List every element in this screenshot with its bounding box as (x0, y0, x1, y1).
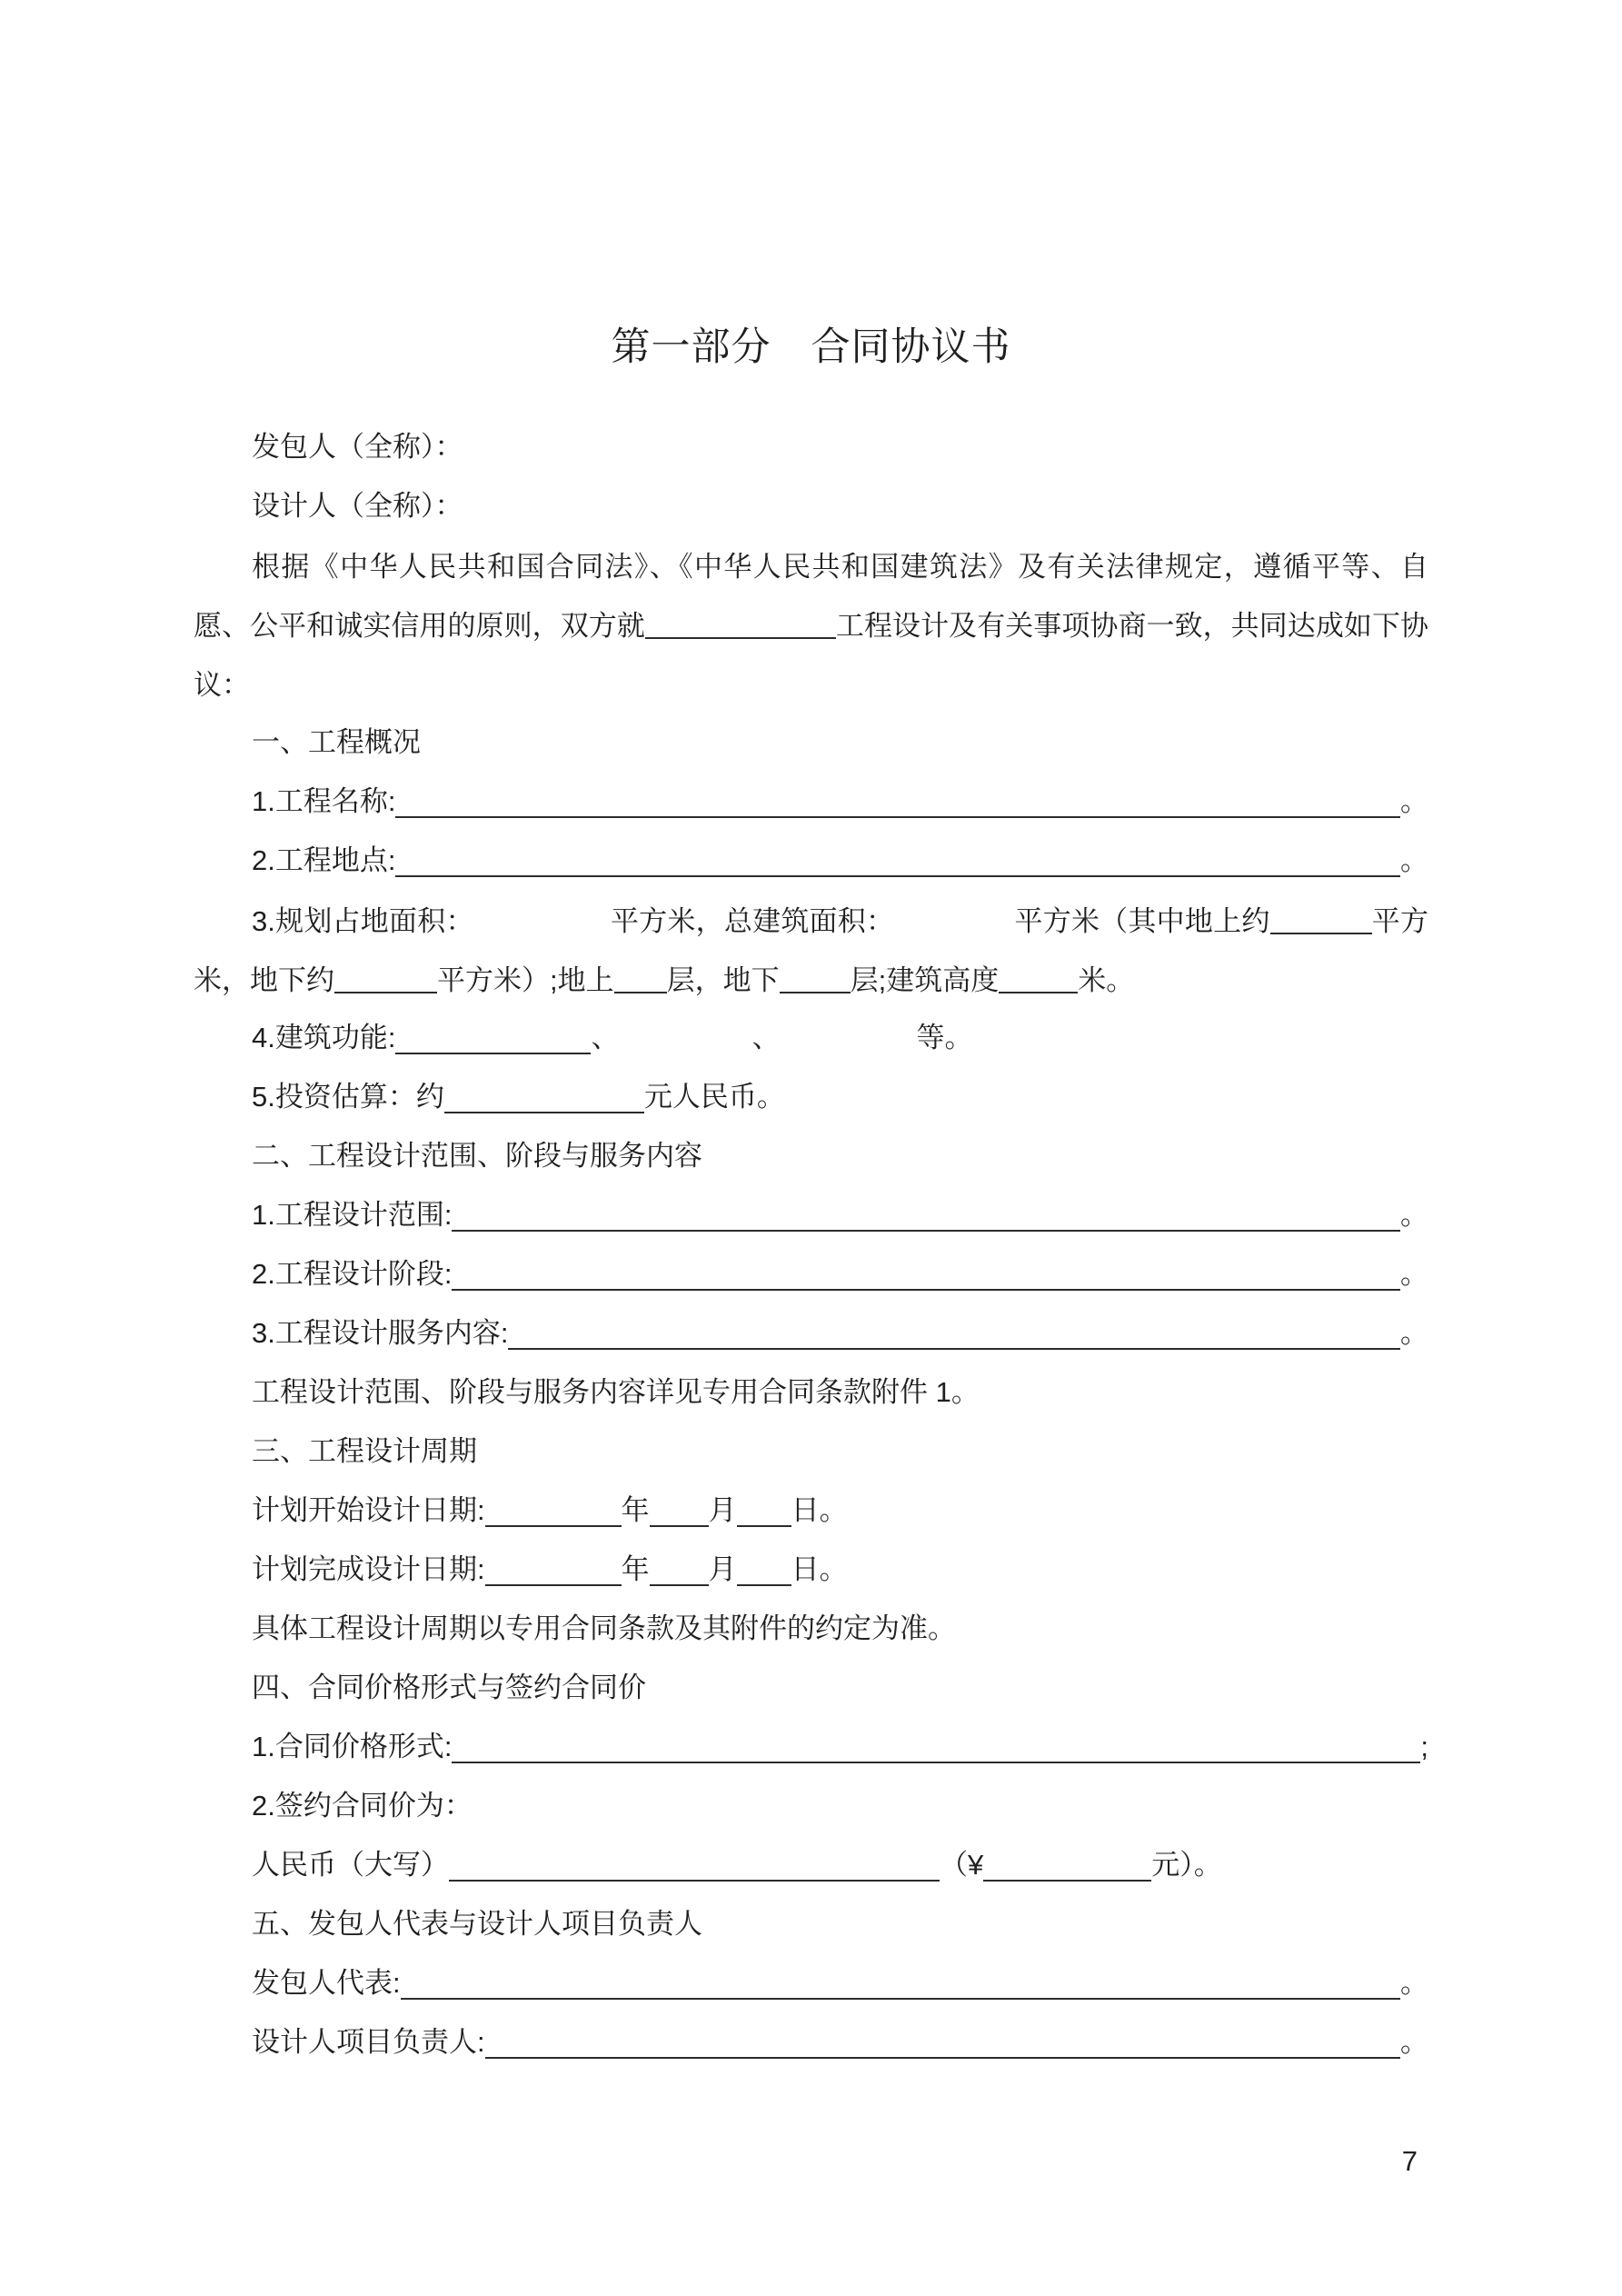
text-run: 工程设计范围、阶段与服务内容详见专用合同条款附件 1。 (252, 1376, 980, 1408)
text-run: 工程设计及有关事项协商一致，共同达成如下协议： (194, 610, 1429, 701)
doc-line (252, 1536, 1428, 1595)
text-run: 、 (751, 1022, 781, 1053)
text-run: 等。 (916, 1022, 973, 1053)
text-run: 。 (1400, 1199, 1428, 1231)
blank-field[interactable] (395, 1022, 591, 1054)
text-run: 发包人（全称）： (252, 431, 463, 463)
text-run: 。 (1400, 2026, 1428, 2058)
text-run: 五、发包人代表与设计人项目负责人 (252, 1908, 702, 1940)
blank-field[interactable] (444, 1081, 644, 1113)
blank-field[interactable] (449, 1849, 940, 1882)
text-run: 元人民币。 (643, 1081, 785, 1113)
doc-line (252, 1595, 1428, 1654)
blank-field[interactable] (650, 1553, 709, 1586)
text-run: 1.合同价格形式: (252, 1731, 453, 1762)
text-run: 3.规划占地面积： (252, 905, 474, 937)
text-run: 根据《中华人民共和国合同法》、《中华人民共和国建筑法》及有关法律规定，遵循平等、自愿、公平和诚实信用的原则，双方就 (194, 551, 1428, 642)
text-run: 4.建筑功能: (252, 1022, 396, 1053)
doc-line (252, 1182, 1428, 1241)
doc-title: 第一部分 合同协议书 (611, 325, 1011, 369)
text-run: 平方米（其中地上约 (1014, 905, 1270, 937)
doc-line (252, 1004, 1428, 1063)
doc-line (252, 768, 1428, 827)
blank-field[interactable] (780, 966, 851, 993)
blank-field[interactable] (452, 1199, 1400, 1232)
text-run: 日。 (791, 1494, 848, 1526)
text-run: 人民币（大写） (252, 1849, 449, 1881)
page-number: 7 (1401, 2145, 1418, 2177)
text-run: 。 (1400, 785, 1428, 817)
text-run: 计划开始设计日期: (252, 1494, 485, 1526)
text-run: 日。 (791, 1553, 848, 1585)
blank-field[interactable] (485, 2026, 1400, 2059)
blank-field[interactable] (395, 785, 1400, 818)
text-run: 年 (621, 1553, 650, 1585)
text-run: 2.工程地点: (252, 844, 396, 876)
text-run: 元）。 (1151, 1849, 1222, 1881)
doc-line (252, 1241, 1428, 1300)
doc-line (252, 1063, 1428, 1123)
text-run: 层，地下 (666, 964, 780, 996)
blank-field[interactable] (401, 1967, 1400, 2000)
blank-field[interactable] (334, 966, 437, 993)
text-run: 月 (708, 1494, 737, 1526)
doc-paragraph (194, 537, 1428, 714)
blank-field[interactable] (485, 1553, 622, 1586)
doc-paragraph (194, 892, 1428, 1010)
blank-gap (619, 1022, 751, 1054)
doc-line (252, 1950, 1428, 2009)
doc-body (194, 414, 1428, 2068)
text-run: 平方米，地下约 (194, 905, 1429, 996)
doc-line (252, 1300, 1428, 1359)
text-run: 1.工程设计范围: (252, 1199, 453, 1231)
blank-field[interactable] (452, 1258, 1400, 1291)
doc-line (252, 1359, 1428, 1418)
doc-line (252, 2009, 1428, 2068)
text-run: 具体工程设计周期以专用合同条款及其附件的约定为准。 (252, 1612, 956, 1644)
blank-field[interactable] (737, 1494, 791, 1527)
text-run: 米。 (1078, 964, 1135, 996)
text-run: 四、合同价格形式与签约合同价 (252, 1672, 646, 1703)
doc-line (252, 709, 1428, 768)
text-run: 、 (591, 1022, 620, 1053)
blank-field[interactable] (395, 844, 1400, 877)
doc-line (252, 1772, 1428, 1832)
text-run: （¥ (940, 1849, 984, 1881)
text-run: 设计人项目负责人: (252, 2026, 485, 2058)
text-run: 层;建筑高度 (850, 964, 1000, 996)
blank-gap (894, 930, 1014, 931)
text-run: 月 (708, 1553, 737, 1585)
text-run: 3.工程设计服务内容: (252, 1317, 509, 1349)
text-run: 一、工程概况 (252, 726, 421, 758)
blank-field[interactable] (508, 1317, 1400, 1350)
text-run: 计划完成设计日期: (252, 1553, 485, 1585)
text-run: 三、工程设计周期 (252, 1435, 477, 1467)
text-run: 1.工程名称: (252, 785, 396, 817)
blank-field[interactable] (452, 1731, 1420, 1763)
text-run: 发包人代表: (252, 1967, 401, 1999)
doc-line (252, 414, 1428, 473)
text-run: 设计人（全称）： (252, 490, 463, 522)
doc-line (252, 827, 1428, 886)
blank-gap (474, 930, 611, 931)
text-run: 。 (1400, 1967, 1428, 1999)
blank-field[interactable] (737, 1553, 791, 1586)
text-run: ; (1420, 1731, 1428, 1762)
doc-line (252, 1713, 1428, 1772)
blank-field[interactable] (485, 1494, 622, 1527)
doc-line (252, 1654, 1428, 1713)
blank-gap (780, 1022, 916, 1054)
text-run: 。 (1400, 1317, 1428, 1349)
blank-field[interactable] (999, 966, 1078, 993)
blank-field[interactable] (1270, 907, 1372, 934)
doc-line (252, 1418, 1428, 1477)
blank-field[interactable] (645, 612, 836, 639)
text-run: 5.投资估算：约 (252, 1081, 444, 1113)
doc-line (252, 1832, 1428, 1891)
doc-line (252, 1477, 1428, 1536)
text-run: 平方米）;地上 (437, 964, 614, 996)
text-run: 年 (621, 1494, 650, 1526)
text-run: 平方米，总建筑面积： (610, 905, 895, 937)
blank-field[interactable] (650, 1494, 709, 1527)
doc-line (252, 1891, 1428, 1950)
text-run: 二、工程设计范围、阶段与服务内容 (252, 1140, 702, 1172)
text-run: 。 (1400, 1258, 1428, 1290)
text-run: 2.签约合同价为： (252, 1790, 473, 1822)
doc-line (252, 473, 1428, 532)
text-run: 。 (1400, 844, 1428, 876)
text-run: 2.工程设计阶段: (252, 1258, 453, 1290)
doc-line (252, 1123, 1428, 1182)
blank-field[interactable] (983, 1849, 1151, 1882)
blank-field[interactable] (614, 966, 667, 993)
